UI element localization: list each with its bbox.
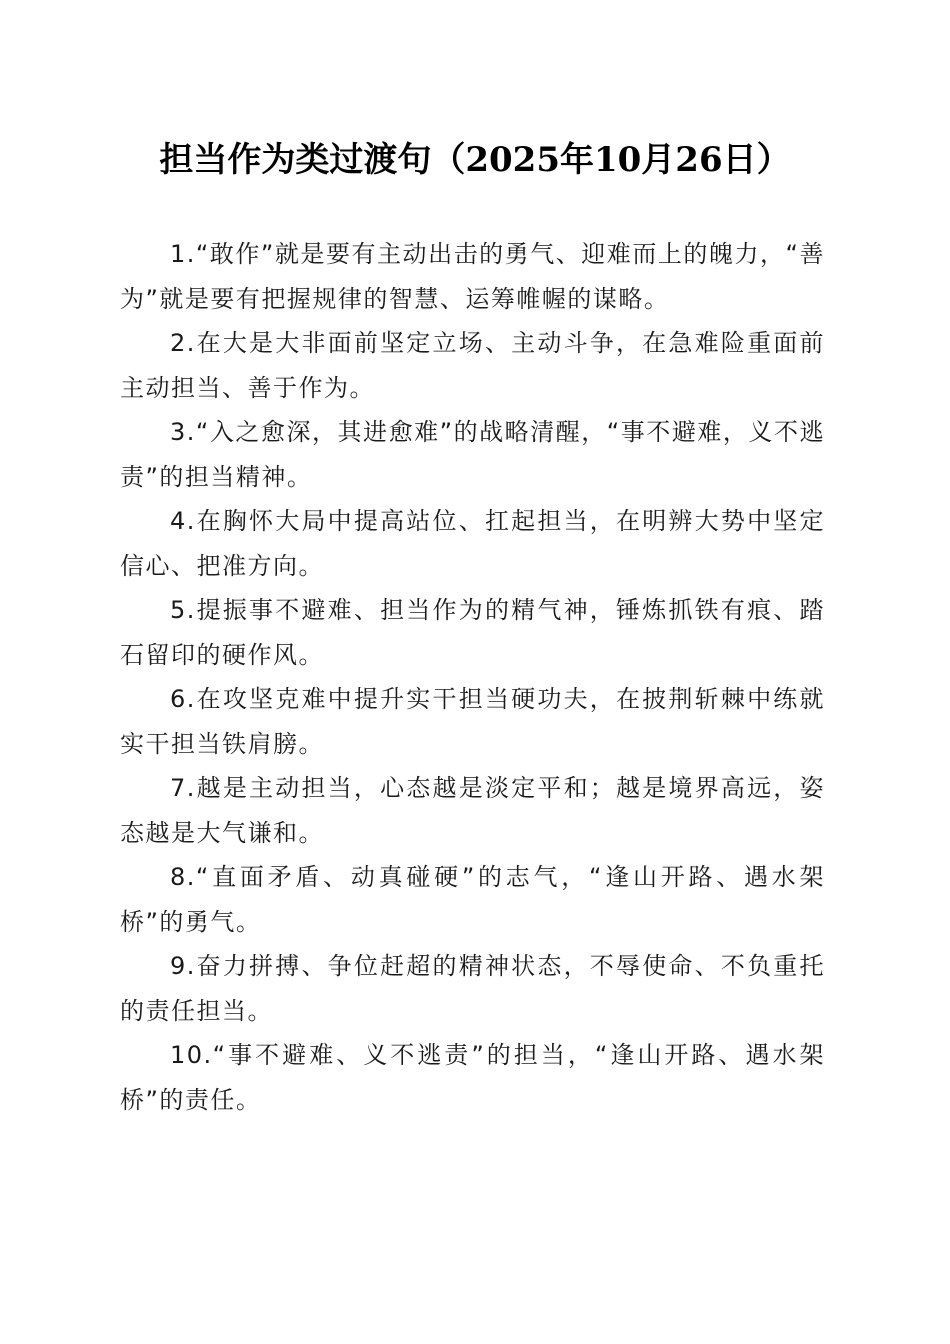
paragraph-7: 7.越是主动担当，心态越是淡定平和；越是境界高远，姿态越是大气谦和。 [120,774,825,847]
document-title: 担当作为类过渡句（2025年10月26日） [159,140,791,180]
paragraph-2: 2.在大是大非面前坚定立场、主动斗争，在急难险重面前主动担当、善于作为。 [120,329,825,402]
paragraph-6: 6.在攻坚克难中提升实干担当硬功夫，在披荆斩棘中练就实干担当铁肩膀。 [120,685,825,758]
paragraph-3: 3.“入之愈深，其进愈难”的战略清醒，“事不避难，义不逃责”的担当精神。 [120,418,825,491]
paragraph-8: 8.“直面矛盾、动真碰硬”的志气，“逢山开路、遇水架桥”的勇气。 [120,863,825,936]
paragraph-4: 4.在胸怀大局中提高站位、扛起担当，在明辨大势中坚定信心、把准方向。 [120,507,825,580]
document-body [120,232,825,1122]
paragraph-10: 10.“事不避难、义不逃责”的担当，“逢山开路、遇水架桥”的责任。 [120,1041,825,1114]
paragraph-1: 1.“敢作”就是要有主动出击的勇气、迎难而上的魄力，“善为”就是要有把握规律的智慧、运筹帷幄的谋略。 [120,240,825,313]
paragraph-9: 9.奋力拼搏、争位赶超的精神状态，不辱使命、不负重托的责任担当。 [120,952,825,1025]
paragraph-5: 5.提振事不避难、担当作为的精气神，锤炼抓铁有痕、踏石留印的硬作风。 [120,596,825,669]
